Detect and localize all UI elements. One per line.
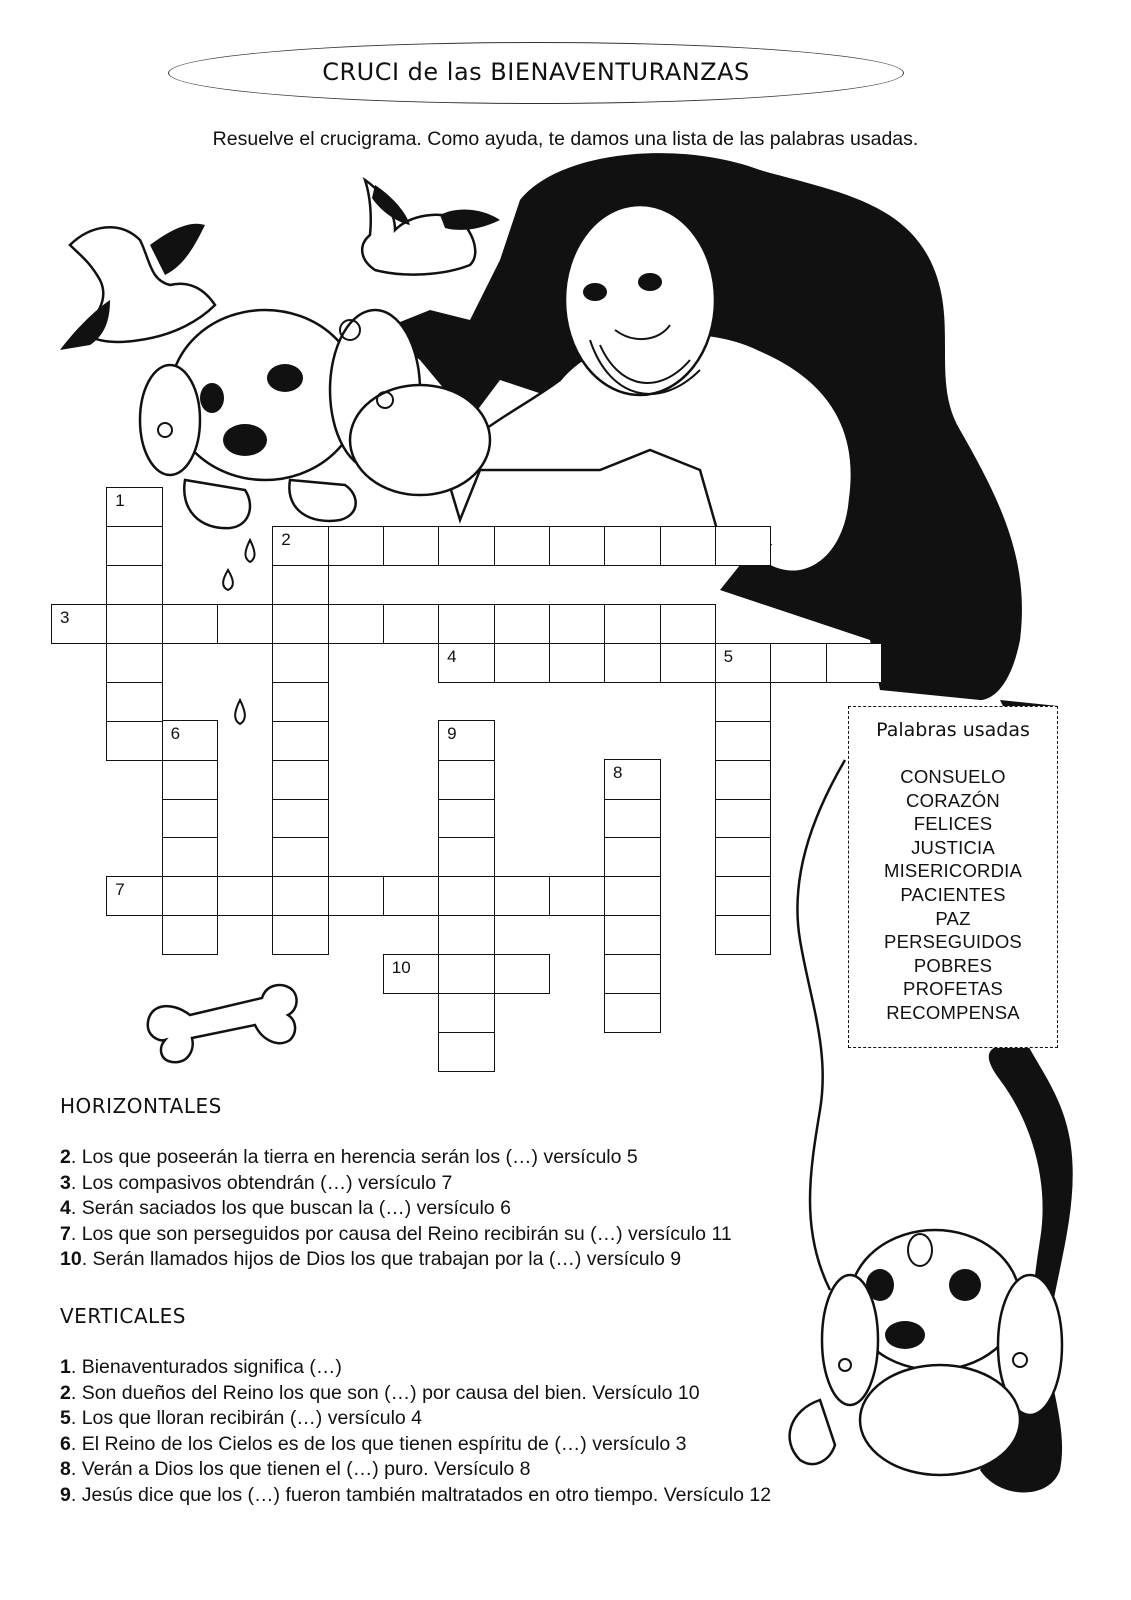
- crossword-cell[interactable]: [715, 720, 772, 760]
- crossword-cell[interactable]: [272, 604, 329, 644]
- clue-item: [60, 1196, 732, 1222]
- crossword-cell[interactable]: [549, 643, 606, 683]
- clue-num: 6: [60, 1432, 71, 1455]
- dog-bottom-eye-right: [949, 1269, 981, 1301]
- clue-text: . Serán saciados los que buscan la (…) versículo 6: [70, 1197, 511, 1220]
- crossword-cell[interactable]: [715, 837, 772, 877]
- crossword-cell[interactable]: [106, 526, 163, 566]
- crossword-cell[interactable]: [825, 643, 882, 683]
- crossword-cell[interactable]: [272, 720, 329, 760]
- clue-number-2: 2: [281, 529, 291, 549]
- word-list-title: Palabras usadas: [876, 719, 1030, 741]
- word-list-box: [848, 706, 1058, 1048]
- dog-bottom-tail: [790, 1400, 835, 1464]
- clue-num: 7: [60, 1222, 71, 1245]
- clue-item: [60, 1247, 732, 1273]
- crossword-cell[interactable]: [493, 604, 550, 644]
- drop-icon: [223, 570, 233, 590]
- crossword-cell[interactable]: [715, 876, 772, 916]
- crossword-cell[interactable]: [770, 643, 827, 683]
- crossword-cell[interactable]: [383, 876, 440, 916]
- clue-text: . Verán a Dios los que tienen el (…) puro. Versículo 8: [70, 1458, 531, 1481]
- crossword-cell[interactable]: [106, 643, 163, 683]
- crossword-cell[interactable]: [272, 798, 329, 838]
- word-list-item: RECOMPENSA: [886, 1001, 1020, 1023]
- crossword-cell[interactable]: [328, 526, 385, 566]
- robe-tail-outline: [797, 760, 845, 1290]
- crossword-cell[interactable]: [217, 604, 274, 644]
- horizontales-heading: HORIZONTALES: [60, 1094, 222, 1118]
- word-list-item: POBRES: [913, 954, 993, 976]
- clue-item: [60, 1406, 771, 1432]
- word-list-item: FELICES: [913, 813, 993, 835]
- crossword-cell[interactable]: [604, 993, 661, 1033]
- crossword-cell[interactable]: [659, 643, 716, 683]
- crossword-cell[interactable]: [272, 876, 329, 916]
- clue-text: . Serán llamados hijos de Dios los que trabajan por la (…) versículo 9: [81, 1248, 682, 1271]
- crossword-cell[interactable]: [715, 915, 772, 955]
- clue-number-3: 3: [60, 607, 70, 627]
- clue-item: [60, 1483, 771, 1509]
- crossword-cell[interactable]: [383, 526, 440, 566]
- crossword-cell[interactable]: [438, 798, 495, 838]
- crossword-cell[interactable]: [549, 604, 606, 644]
- clue-number-7: 7: [115, 880, 125, 899]
- crossword-cell[interactable]: [604, 643, 661, 683]
- word-list-item: CONSUELO: [900, 766, 1006, 787]
- word-list-item: PAZ: [935, 907, 971, 929]
- clue-text: . Son dueños del Reino los que son (…) por causa del bien. Versículo 10: [70, 1381, 700, 1404]
- crossword-cell[interactable]: [493, 526, 550, 566]
- clue-item: [60, 1222, 732, 1248]
- crossword-cell[interactable]: [438, 954, 495, 994]
- crossword-cell[interactable]: [549, 876, 606, 916]
- crossword-cell[interactable]: [493, 876, 550, 916]
- clue-item: [60, 1145, 732, 1171]
- dog-top-nose: [223, 424, 267, 456]
- drop-icon: [245, 540, 254, 562]
- crossword-cell[interactable]: [604, 837, 661, 877]
- word-list-item: MISERICORDIA: [883, 860, 1023, 882]
- clue-item: [60, 1171, 732, 1197]
- dog-bottom-eye-left: [866, 1269, 894, 1301]
- dog-top-paws: [184, 480, 355, 528]
- bone-icon: [148, 985, 297, 1062]
- clue-text: . El Reino de los Cielos es de los que tienen espíritu de (…) versículo 3: [70, 1432, 687, 1455]
- crossword-cell[interactable]: [383, 604, 440, 644]
- clue-num: 9: [60, 1483, 71, 1506]
- jesus-face: [565, 205, 715, 395]
- clue-num: 10: [60, 1248, 82, 1271]
- page-title: CRUCI de las BIENAVENTURANZAS: [322, 58, 750, 86]
- word-list-item: PROFETAS: [903, 978, 1003, 1000]
- jesus-eye-right: [638, 273, 662, 291]
- crossword-cell[interactable]: [438, 993, 495, 1033]
- crossword-cell[interactable]: [604, 915, 661, 955]
- horizontales-clues: [60, 1145, 732, 1273]
- dog-bottom-nose: [885, 1321, 925, 1349]
- dog-top-eye-right: [267, 364, 303, 392]
- drop-icon: [235, 700, 245, 724]
- crossword-cell[interactable]: [106, 720, 163, 760]
- clue-num: 2: [60, 1381, 71, 1404]
- clue-text: . Los que poseerán la tierra en herencia serán los (…) versículo 5: [70, 1146, 638, 1168]
- crossword-cell[interactable]: [272, 643, 329, 683]
- clue-item: [60, 1457, 771, 1483]
- crossword-cell[interactable]: [715, 759, 772, 799]
- word-list-item: CORAZÓN: [906, 789, 1000, 811]
- clue-number-8: 8: [613, 763, 623, 783]
- clue-num: 2: [60, 1146, 71, 1168]
- word-list-item: PACIENTES: [900, 883, 1006, 905]
- crossword-cell[interactable]: [604, 876, 661, 916]
- crossword-cell[interactable]: [438, 604, 495, 644]
- clue-num: 8: [60, 1458, 71, 1481]
- crossword-cell[interactable]: [493, 643, 550, 683]
- clue-number-4: 4: [447, 646, 457, 666]
- crossword-cell[interactable]: [659, 526, 716, 566]
- clue-item: [60, 1381, 771, 1407]
- crossword-cell[interactable]: [217, 876, 274, 916]
- clue-num: 1: [60, 1356, 71, 1378]
- clue-text: . Jesús dice que los (…) fueron también maltratados en otro tiempo. Versículo 12: [70, 1483, 772, 1506]
- dog-top-eye-left: [200, 383, 224, 413]
- crossword-cell[interactable]: [715, 798, 772, 838]
- clue-text: . Los que lloran recibirán (…) versículo 4: [70, 1407, 423, 1430]
- crossword-cell[interactable]: [162, 759, 219, 799]
- crossword-cell[interactable]: [106, 682, 163, 722]
- word-list-item: PERSEGUIDOS: [884, 931, 1022, 953]
- crossword-cell[interactable]: [604, 526, 661, 566]
- instructions: Resuelve el crucigrama. Como ayuda, te damos una lista de las palabras usadas.: [212, 128, 919, 150]
- crossword-cell[interactable]: [272, 837, 329, 877]
- crossword-cell[interactable]: [493, 954, 550, 994]
- clue-number-10: 10: [391, 957, 411, 977]
- crossword-cell[interactable]: [438, 876, 495, 916]
- crossword-cell[interactable]: [715, 526, 772, 566]
- verticales-clues: [60, 1355, 771, 1509]
- crossword-cell[interactable]: [162, 604, 219, 644]
- clue-number-9: 9: [447, 724, 457, 744]
- clue-text: . Bienaventurados significa (…): [70, 1356, 342, 1378]
- crossword-cell[interactable]: [438, 1032, 495, 1072]
- crossword-cell[interactable]: [604, 798, 661, 838]
- clue-number-6: 6: [170, 724, 181, 744]
- crossword-cell[interactable]: [604, 604, 661, 644]
- dog-bottom-body: [860, 1365, 1020, 1475]
- crossword-cell[interactable]: [106, 604, 163, 644]
- clue-num: 3: [60, 1171, 71, 1194]
- crossword-cell[interactable]: [328, 604, 385, 644]
- crossword-cell[interactable]: [659, 604, 716, 644]
- crossword-cell[interactable]: [272, 565, 329, 605]
- crossword-cell[interactable]: [162, 915, 219, 955]
- crossword-cell[interactable]: [438, 526, 495, 566]
- crossword-cell[interactable]: [272, 915, 329, 955]
- clue-number-5: 5: [723, 646, 734, 666]
- clue-number-1: 1: [115, 491, 125, 510]
- clue-item: [60, 1355, 771, 1381]
- crossword-cell[interactable]: [604, 954, 661, 994]
- word-list-item: JUSTICIA: [911, 836, 995, 858]
- clue-item: [60, 1432, 771, 1458]
- crossword-cell[interactable]: [549, 526, 606, 566]
- verticales-heading: VERTICALES: [60, 1304, 186, 1328]
- clue-text: . Los que son perseguidos por causa del Reino recibirán su (…) versículo 11: [70, 1222, 732, 1245]
- jesus-eye-left: [583, 283, 607, 301]
- crossword-cell[interactable]: [715, 682, 772, 722]
- clue-text: . Los compasivos obtendrán (…) versículo 7: [70, 1171, 453, 1194]
- crossword-cell[interactable]: [162, 837, 219, 877]
- crossword-cell[interactable]: [438, 915, 495, 955]
- crossword-cell[interactable]: [162, 876, 219, 916]
- crossword-cell[interactable]: [438, 837, 495, 877]
- crossword-cell[interactable]: [438, 759, 495, 799]
- clue-num: 4: [60, 1197, 71, 1220]
- dog-top-ear-left: [140, 365, 200, 475]
- crossword-cell[interactable]: [162, 798, 219, 838]
- crossword-cell[interactable]: [272, 682, 329, 722]
- crossword-cell[interactable]: [328, 876, 385, 916]
- crossword-cell[interactable]: [106, 565, 163, 605]
- clue-num: 5: [60, 1407, 71, 1430]
- crossword-cell[interactable]: [272, 759, 329, 799]
- dog-top-body: [350, 385, 490, 495]
